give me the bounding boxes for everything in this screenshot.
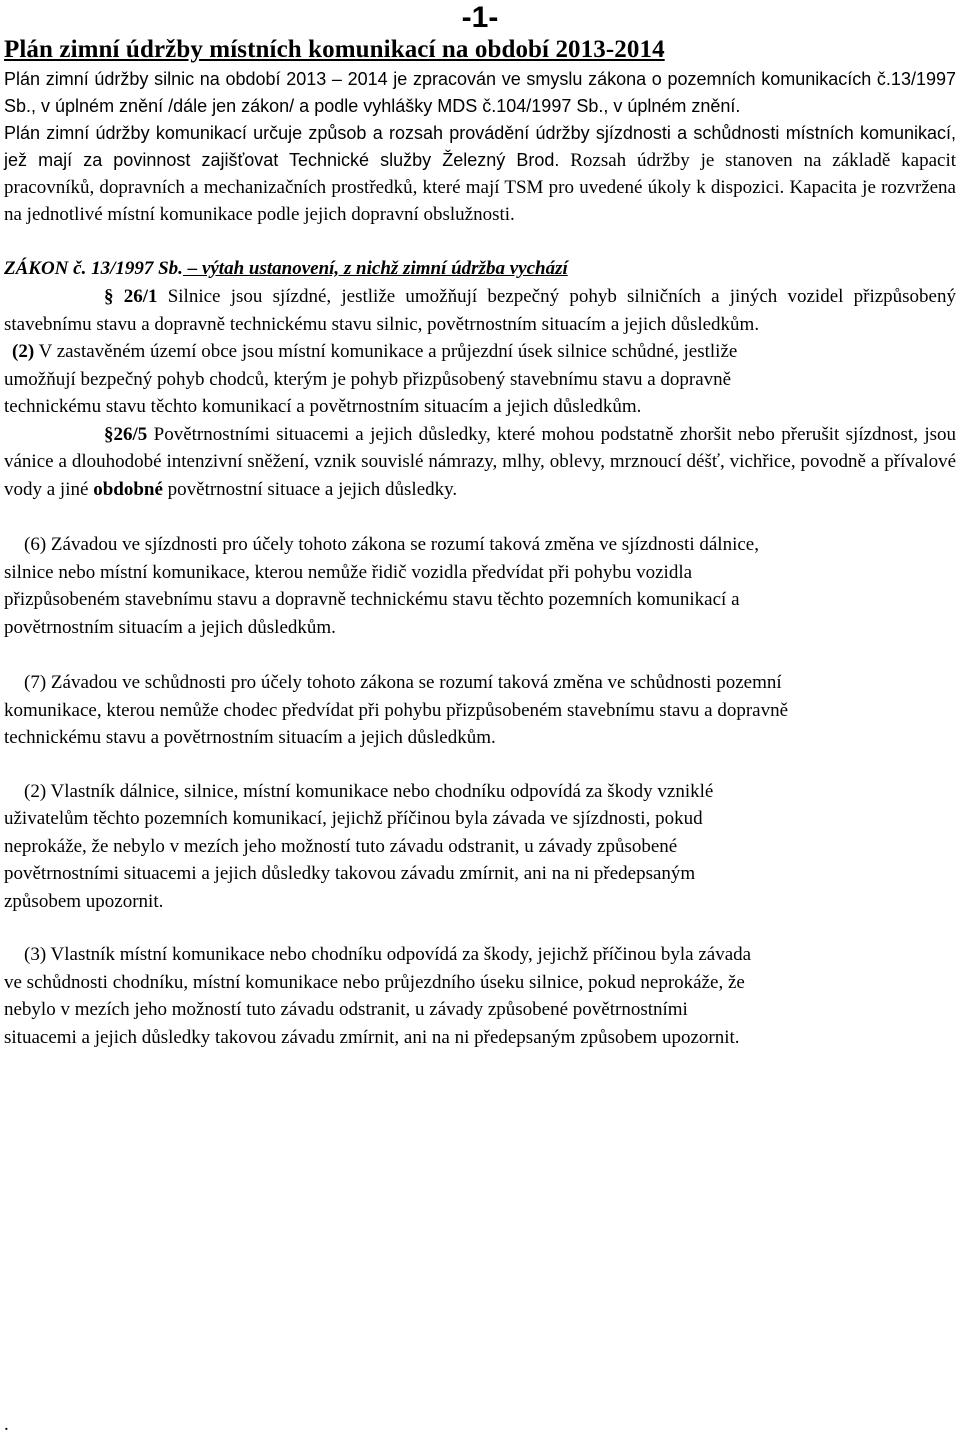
section-26-2-mark: (2) bbox=[12, 341, 35, 362]
section-26-5 bbox=[4, 421, 956, 504]
document-title: Plán zimní údržby místních komunikací na období 2013-2014 bbox=[4, 36, 665, 63]
document-body bbox=[4, 34, 956, 1070]
section-26-2 bbox=[4, 338, 956, 421]
section-26-1-text: Silnice jsou sjízdné, jestliže umožňují bezpečný pohyb silničních a jiných vozidel přizpůsobený stavebnímu stavu a dopravně technickému stavu silnic, povětrnostním situacím a jejich důsledkům. bbox=[4, 286, 956, 335]
section-6-text: Závadou ve sjízdnosti pro účely tohoto zákona se rozumí taková změna ve sjízdnosti dálnice, silnice nebo místní komunikace, kterou nemůže řidič vozidla předvídat při pohybu vozidla přizpůsobeném stavebnímu stavu a dopravně technickému stavu těchto pozemních komunikací a povětrnostním situacím a jejich důsledkům. bbox=[4, 534, 759, 638]
footer-dot: . bbox=[4, 1414, 9, 1435]
section-26-2-text: V zastavěném území obce jsou místní komunikace a průjezdní úsek silnice schůdné, jestliže umožňují bezpečný pohyb chodců, kterým je pohyb přizpůsobený stavebnímu stavu a dopravně technickému stavu těchto komunikací a povětrnostním situacím a jejich důsledkům. bbox=[4, 341, 738, 417]
law-heading-title: ZÁKON č. 13/1997 Sb. bbox=[4, 258, 183, 279]
section-26-5-text-a: Povětrnostními situacemi a jejich důsledky, které mohou podstatně zhoršit nebo přerušit sjízdnost, jsou vánice a dlouhodobé intenzivní sněžení, vznik souvislé námrazy, mlhy, oblevy, mrznoucí déšť, vichřice, povodně a přívalové vody a jiné bbox=[4, 423, 956, 500]
section-26-5-text-b: povětrnostní situace a jejich důsledky. bbox=[162, 478, 458, 500]
section-26-1-mark: § 26/1 bbox=[104, 286, 158, 307]
section-6 bbox=[4, 531, 956, 641]
plan-paragraph bbox=[4, 120, 956, 228]
plan-paragraph-part-a: Plán zimní údržby komunikací určuje způsob a rozsah provádění údržby sjízdnosti a schůdnosti místních komunikací, jež mají za povinnost zajišťovat Technické služby Železný Brod. bbox=[4, 123, 956, 170]
intro-paragraph: Plán zimní údržby silnic na období 2013 – 2014 je zpracován ve smyslu zákona o pozemních komunikacích č.13/1997 Sb., v úplném znění /dále jen zákon/ a podle vyhlášky MDS č.104/1997 Sb., v úplném znění. bbox=[4, 69, 956, 116]
section-6-mark: (6) bbox=[24, 534, 47, 555]
liability-3: (3) Vlastník místní komunikace nebo chodníku odpovídá za škody, jejichž příčinou byla závada ve schůdnosti chodníku, místní komunikace nebo průjezdního úseku silnice, pokud neprokáže, že nebylo v mezích jeho možností tuto závadu odstranit, u závady způsobené povětrnostními situacemi a jejich důsledky takovou závadu zmírnit, ani na ni předepsaným způsobem upozornit. bbox=[4, 944, 752, 1048]
section-26-5-bold: obdobné bbox=[93, 478, 163, 500]
page-number: -1- bbox=[461, 1, 499, 34]
plan-paragraph-part-b: Rozsah údržby je stanoven na základě kapacit pracovníků, dopravních a mechanizačních prostředků, které mají TSM pro uvedené úkoly k dispozici. Kapacita je rozvržena na jednotlivé místní komunikace podle jejich dopravní obslužnosti. bbox=[4, 150, 956, 225]
section-7: (7) Závadou ve schůdnosti pro účely tohoto zákona se rozumí taková změna ve schůdnosti pozemní komunikace, kterou nemůže chodec předvídat při pohybu přizpůsobeném stavebnímu stavu a dopravně technickému stavu a povětrnostním situacím a jejich důsledkům. bbox=[4, 672, 789, 748]
section-26-5-mark: §26/5 bbox=[104, 423, 148, 445]
law-heading-subtitle: – výtah ustanovení, z nichž zimní údržba vychází bbox=[182, 258, 568, 279]
liability-2: (2) Vlastník dálnice, silnice, místní komunikace nebo chodníku odpovídá za škody vzniklé uživatelům těchto pozemních komunikací, jejichž příčinou byla závada ve sjízdnosti, pokud neprokáže, že nebylo v mezích jeho možností tuto závadu odstranit, u závady způsobené povětrnostními situacemi a jejich důsledky takovou závadu zmírnit, ani na ni předepsaným způsobem upozornit. bbox=[4, 780, 714, 912]
law-heading bbox=[4, 255, 956, 283]
section-26-1 bbox=[4, 283, 956, 338]
